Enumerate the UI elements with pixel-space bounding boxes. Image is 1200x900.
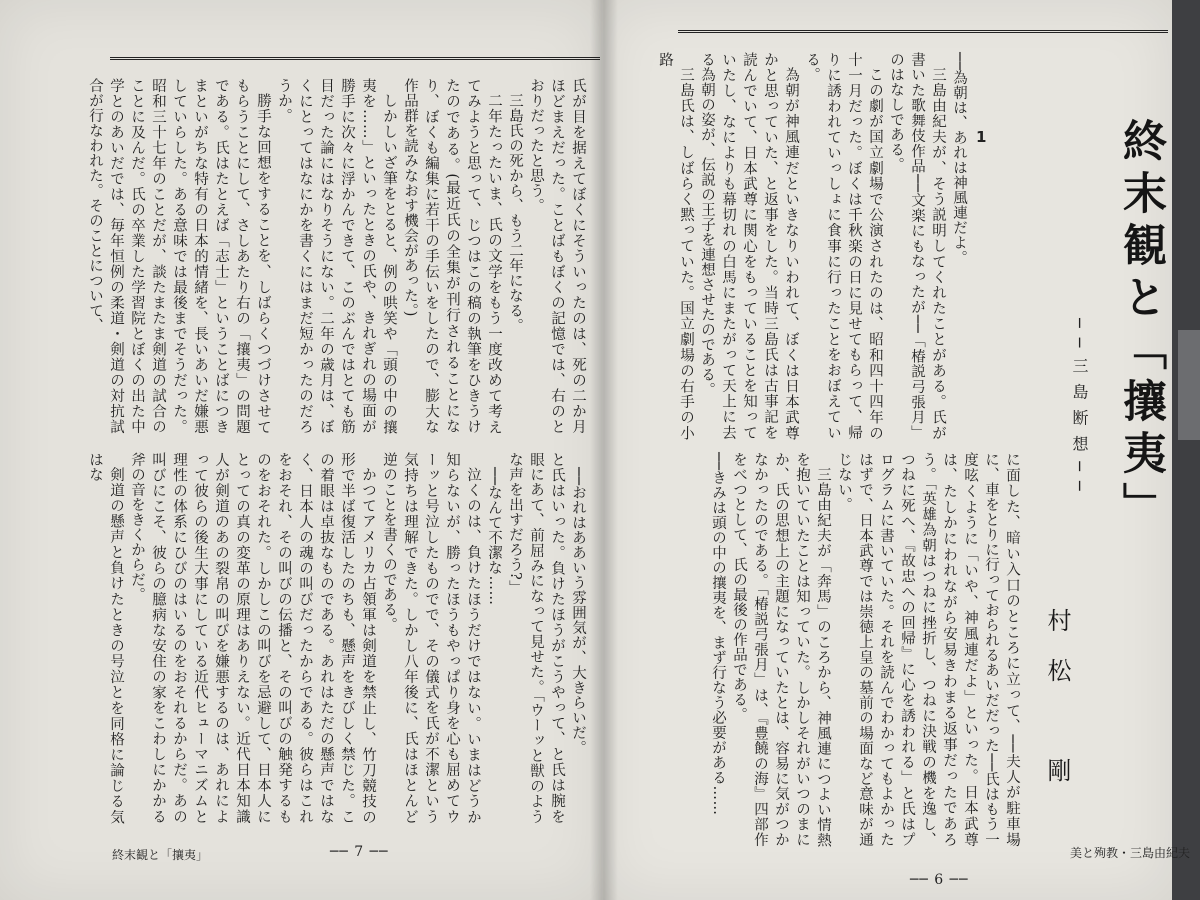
- background-strip: [1172, 0, 1200, 900]
- paragraph: 三島由紀夫が、そう説明してくれたことがある。氏が書いた歌舞伎作品──文楽にもなったが──「椿説弓張月」のはなしである。: [888, 52, 946, 440]
- paragraph: ──きみは頭の中の攘夷を、まず行なう必要がある……: [710, 452, 726, 816]
- section-number: 1: [976, 128, 987, 146]
- author-name: 村松 剛: [1043, 608, 1071, 808]
- paragraph: 為朝が神風連だといきなりいわれて、ぼくは日本武尊かと思っていた、と返事をした。当時三島氏は古事記を読んでいて、日本武尊に関心をもっていることを知っていたし、なによりも幕切れの白馬にまたがって天上に去る為朝の姿が、伝説の王子を連想させたのである。: [699, 52, 799, 440]
- paragraph: かつてアメリカ占領軍は剣道を禁止し、竹刀競技の形で半ば復活したのちも、懸声をきびしく禁じた。この着眼は卓抜なものである。あれはただの懸声ではなく、日本人の魂の叫びだったからである。彼らはこれをおそれ、その叫びの伝播と、その叫びの触発するものをおそれた。しかしこの叫びを忌避して、日本人にとっての真の変革の原理はありえない。近代日本知識人が剣道のあの裂帛の叫びを嫌悪するのは、あれによって彼らの後生大事にしている近代ヒューマニズムと理性の体系にひびのはいるのをおそれるからだ。あの叫びにこそ、彼らの臆病な安住の家をこわしにかかる斧の音をきくからだ。: [129, 452, 376, 824]
- left-page-number: ── 7 ──: [330, 844, 389, 860]
- right-running-title: 美と殉教・三島由紀夫: [1070, 846, 1191, 860]
- left-running-title: 終末観と「攘夷」: [112, 848, 209, 862]
- paragraph: 勝手な回想をすることを、しばらくつづけさせてもらうことにして、さしあたり右の「攘夷」の問題である。氏はたとえば「志士」ということばにつきまといがちな特有の日本的情緒を、長いあいだ嫌悪していらした。ある意味では最後までそうだった。昭和三十七年のことだが、談たまたま剣道の試合のことに及んだ。氏の卒業した学習院とぼくの出た中学とのあいだでは、毎年恒例の柔道・剣道の対抗試合が行なわれた。そのことについて、: [87, 78, 271, 434]
- left-page-upper-text: [87, 78, 588, 434]
- paragraph: 三島由紀夫が「奔馬」のころから、神風連につよい情熱を抱いていたことは知っていた。しかしそれがいつのまにか、氏の思想上の主題になっていたとは、容易に気がつかなかったのである。「椿説弓張月」は、『豊饒の海』四部作をべつとして、氏の最後の作品である。: [731, 452, 831, 847]
- paragraph: ──為朝は、あれは神風連だよ。: [951, 52, 967, 266]
- right-page-lower-text: [684, 452, 1022, 847]
- paragraph: 泣くのは、負けたほうだけではない。いまはどうか知らないが、勝ったほうもやっぱり身を心も屈めてウーッと号泣したものでで、その儀式を氏が不潔という気持ちは理解できた。しかし八年後に、氏はほとんど逆のことを書くのである。: [381, 452, 481, 824]
- paragraph: と氏はいった。負けたほうがこうやって、と氏は腕を眼にあて、前屈みになって見せた。「ウーッと獣のような声を出すだろう?」: [507, 452, 565, 824]
- article-subtitle: ──三島断想──: [1070, 318, 1089, 501]
- paragraph: この劇が国立劇場で公演されたのは、昭和四十四年の十一月だった。ぼくは千秋楽の日に見せてもらって、帰りに誘われていっしょに食事に行ったことをおぼえている。: [804, 52, 883, 440]
- right-page-upper-text: [657, 52, 969, 440]
- paragraph: 二年たったいま、氏の文学をもう一度改めて考えてみようと思って、じつはこの稿の執筆をひきうけたのである。(最近氏の全集が刊行されることになり、ぼくも編集に若干の手伝いをしたので、膨大な作品群を読みなおす機会があった。): [402, 78, 502, 434]
- paragraph: ──おれはああいう雰囲気が、大きらいだ。: [570, 466, 586, 755]
- paragraph: 三島氏の死から、もう二年になる。: [507, 92, 523, 333]
- article-title: 終末観と「攘夷」: [1115, 118, 1166, 534]
- paragraph: 剣道の懸声と負けたときの号泣とを同格に論じる気はな: [87, 452, 124, 824]
- right-page-number: ── 6 ──: [910, 872, 969, 888]
- paragraph: しかしいざ筆をとると、例の哄笑や「頭の中の攘夷を……」といったときの氏や、きれぎれの場面が勝手に次々に浮かんできて、このぶんではとても筋目だった論にはなりそうにない。二年の歳月は、ぼくにとってはなにかを書くにはまだ短かったのだろうか。: [276, 78, 397, 434]
- book-spine: [590, 0, 618, 900]
- left-top-rule: [110, 57, 600, 60]
- left-page-lower-text: [87, 452, 588, 824]
- right-top-rule: [678, 30, 1168, 33]
- paragraph: ──なんて不潔な……: [486, 466, 502, 605]
- paragraph: 三島氏は、しばらく黙っていた。国立劇場の右手の小路: [657, 52, 694, 440]
- paragraph: 氏が目を据えてぼくにそういったのは、死の二か月ほどまえだった。ことばもぼくの記憶では、右のとおりだったと思う。: [528, 78, 586, 434]
- paragraph: に面した、暗い入口のところに立って、──夫人が駐車場に、車をとりに行っておられるあいだだった──氏はもう一度呟くように「いや、神風連だよ」といった。日本武尊は、たしかにわれながら安易きわまる返事だったであろう。「英雄為朝はつねに挫折し、つねに決戦の機を逸し、つねに死へ、『故忠への回帰』に心を誘われる」と氏はプログラムに書いていた。それを読んでわかってもよかったはずで、日本武尊では崇徳上皇の墓前の場面など意味が通じない。: [836, 452, 1020, 848]
